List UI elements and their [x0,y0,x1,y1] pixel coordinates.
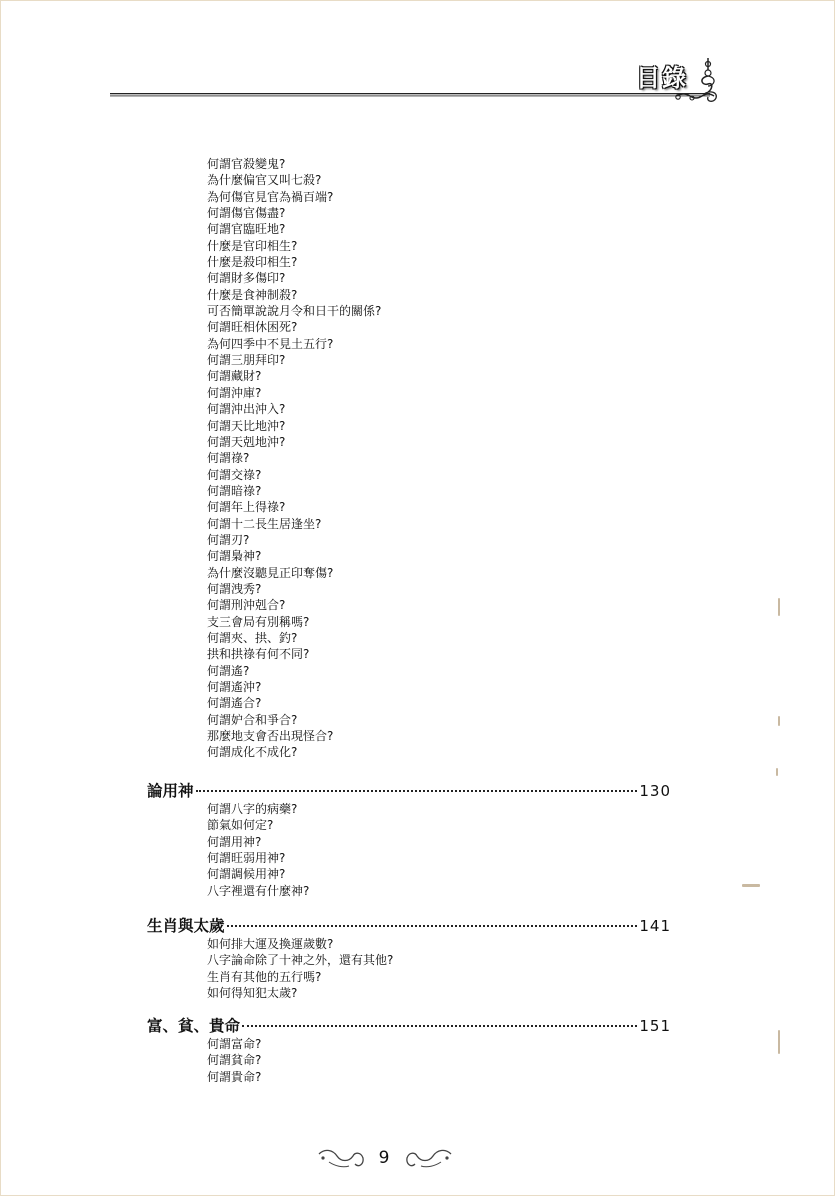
question-item: 何謂妒合和爭合? [207,712,298,727]
question-item: 何謂夾、拱、釣? [207,630,298,645]
dot-leader [196,790,638,792]
question-item: 為什麼偏官又叫七殺? [207,173,322,188]
question-item: 何謂官臨旺地? [207,222,286,237]
question-item: 何謂傷官傷盡? [207,206,286,221]
question-item: 何謂財多傷印? [207,271,286,286]
question-item: 何謂交祿? [207,467,262,482]
question-item: 何謂遙? [207,663,250,678]
section-title: 論用神 [147,782,194,800]
toc-section-heading[interactable] [147,914,671,934]
question-item: 何謂遙沖? [207,680,262,694]
question-item: 八字裡還有什麼神? [207,883,310,898]
section-title: 生肖與太歲 [147,917,225,935]
question-list [207,801,309,899]
toc-section-heading[interactable] [147,779,671,799]
question-item: 什麼是食神制殺? [207,287,298,302]
scan-speck [776,768,778,776]
question-item: 何謂八字的病藥? [207,802,298,816]
question-item: 如何得知犯太歲? [207,986,298,1001]
dot-leader [242,1025,637,1027]
question-item: 何謂天剋地沖? [207,434,286,449]
question-item: 何謂官殺變鬼? [207,157,286,171]
question-item: 何謂刑沖剋合? [207,598,286,613]
section-page-number: 141 [639,917,671,935]
scan-speck [778,1030,780,1054]
section-title: 富、貧、貴命 [147,1017,241,1035]
dot-leader [227,925,638,927]
question-item: 何謂貧命? [207,1053,262,1068]
question-item: 為何傷官見官為禍百端? [207,189,334,204]
question-item: 拱和拱祿有何不同? [207,647,310,662]
question-item: 何謂洩秀? [207,581,262,596]
question-item: 何謂富命? [207,1037,262,1051]
toc-section-heading[interactable] [147,1014,671,1034]
question-item: 何謂沖出沖入? [207,402,286,417]
question-item: 那麼地支會否出現怪合? [207,729,334,744]
question-list [207,156,381,761]
question-item: 何謂調候用神? [207,867,286,882]
question-item: 什麼是官印相生? [207,238,298,253]
section-page-number: 151 [639,1017,671,1035]
question-item: 何謂梟神? [207,549,262,564]
question-item: 何謂刃? [207,532,250,547]
question-item: 何謂天比地沖? [207,418,286,433]
scan-speck [742,884,760,887]
question-item: 為何四季中不見土五行? [207,336,334,351]
scan-speck [778,598,780,616]
question-item: 何謂三朋拜印? [207,353,286,368]
question-item: 何謂祿? [207,451,250,466]
header-rule [110,93,710,97]
question-item: 何謂暗祿? [207,483,262,498]
question-item: 為什麼沒聽見正印奪傷? [207,565,334,580]
question-item: 何謂遙合? [207,696,262,711]
question-list [207,1036,261,1085]
question-item: 何謂旺相休困死? [207,320,298,335]
question-item: 生肖有其他的五行嗎? [207,969,322,984]
question-item: 何謂沖庫? [207,385,262,400]
question-list [207,936,393,1001]
page-number: 9 [378,1148,390,1168]
section-page-number: 130 [639,782,671,800]
question-item: 支三會局有別稱嗎? [207,614,310,629]
question-item: 什麼是殺印相生? [207,255,298,270]
page-title: 目錄 [636,63,688,92]
question-item: 八字論命除了十神之外，還有其他? [207,953,394,968]
question-item: 何謂旺弱用神? [207,851,286,866]
scan-speck [778,716,780,726]
question-item: 何謂貴命? [207,1069,262,1084]
question-item: 何謂成化不成化? [207,745,298,760]
question-item: 何謂用神? [207,834,262,849]
question-item: 何謂年上得祿? [207,500,286,515]
question-item: 何謂藏財? [207,369,262,384]
question-item: 節氣如何定? [207,818,274,833]
question-item: 如何排大運及換運歲數? [207,937,334,951]
header-ornament-icon [668,56,724,106]
question-item: 何謂十二長生居逢坐? [207,516,322,531]
question-item: 可否簡單說說月令和日干的關係? [207,304,382,319]
